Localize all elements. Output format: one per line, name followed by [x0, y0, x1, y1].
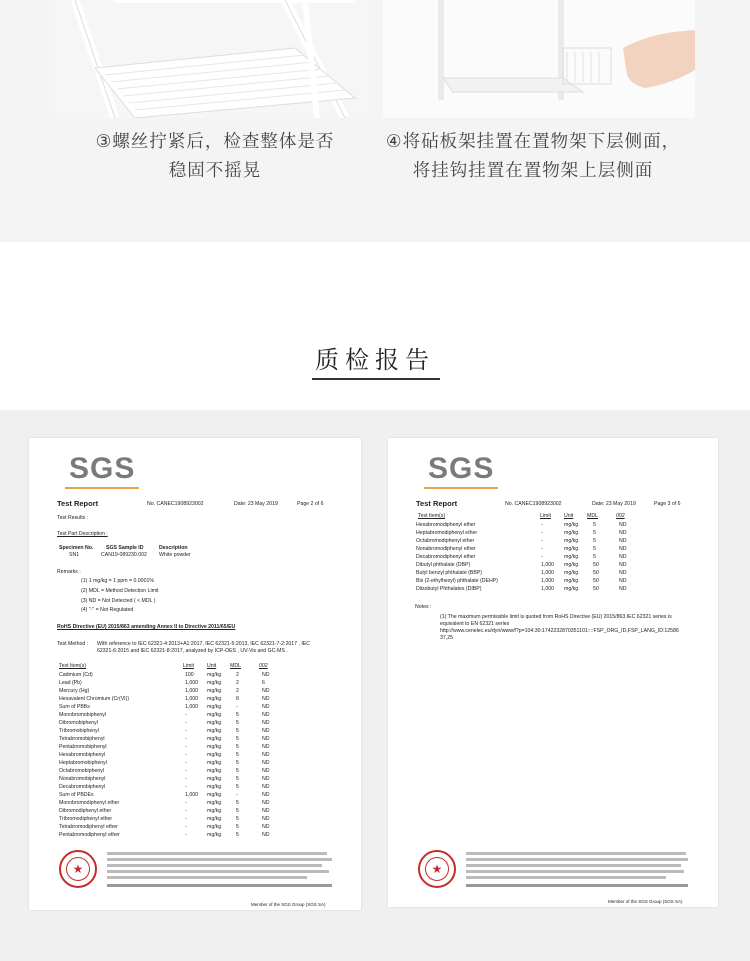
cell-limit: 1,000	[185, 688, 198, 694]
report-date: Date: 23 May 2019	[592, 501, 636, 507]
cell-item: Decabromobiphenyl	[59, 784, 106, 790]
cell-unit: mg/kg	[207, 792, 222, 798]
cell-limit: -	[185, 720, 187, 726]
sgs-logo: SGS	[428, 452, 495, 485]
cell-mdl: 5	[236, 720, 239, 726]
cell-mdl: 5	[236, 760, 239, 766]
step4-caption	[368, 128, 698, 186]
table-row	[29, 720, 361, 728]
table-row	[29, 832, 361, 840]
cell-unit: mg/kg	[564, 554, 579, 560]
table-row	[29, 704, 361, 712]
remark-3: (3) ND = Not Detected ( < MDL )	[81, 598, 156, 604]
table-header	[29, 663, 361, 671]
note-line3: http://www.cenelec.eu/dyn/www/f?p=104:30:1742232870351101::::FSP_ORG_ID,FSP_LANG_ID:12586	[440, 628, 679, 634]
test-part-label: Test Part Description :	[57, 531, 108, 537]
section-title: 质检报告	[315, 346, 435, 374]
cell-unit: mg/kg	[564, 538, 579, 544]
cell-result: 6	[262, 680, 265, 686]
cell-unit: mg/kg	[207, 752, 222, 758]
table-row	[29, 728, 361, 736]
cell-result: ND	[262, 832, 270, 838]
specimen-header-3: Description	[159, 545, 188, 551]
cell-result: ND	[262, 704, 270, 710]
cell-limit: -	[185, 824, 187, 830]
cell-result: ND	[262, 808, 270, 814]
cell-item: Hexabromobiphenyl	[59, 752, 106, 758]
col-sample: 002	[259, 663, 268, 669]
cell-unit: mg/kg	[207, 696, 222, 702]
cell-unit: mg/kg	[564, 562, 579, 568]
hand-hanging-board-illustration	[383, 0, 695, 118]
cell-unit: mg/kg	[207, 720, 222, 726]
notes-title: Notes :	[415, 604, 432, 610]
cell-mdl: 5	[236, 816, 239, 822]
table-row	[29, 752, 361, 760]
table-row	[29, 816, 361, 824]
method-line1: With reference to IEC 62321-4:2013+A1:2017, IEC 62321-5:2013, IEC 62321-7-2:2017 , IEC	[97, 641, 310, 647]
table-row	[388, 562, 718, 570]
col-unit: Unit	[564, 513, 574, 519]
cell-limit: -	[541, 538, 543, 544]
cell-limit: 1,000	[541, 586, 554, 592]
cell-item: Pentabromodiphenyl ether	[59, 832, 120, 838]
cell-item: Tetrabromobiphenyl	[59, 736, 105, 742]
remark-1: (1) 1 mg/kg = 1 ppm = 0.0001%	[81, 578, 154, 584]
cell-result: ND	[619, 586, 627, 592]
cell-mdl: 50	[593, 570, 599, 576]
cell-unit: mg/kg	[207, 736, 222, 742]
step4-photo	[383, 0, 695, 118]
cell-mdl: 5	[236, 776, 239, 782]
fine-print	[466, 858, 688, 861]
cell-item: Mercury (Hg)	[59, 688, 90, 694]
remark-2: (2) MDL = Method Detection Limit	[81, 588, 159, 594]
cell-result: ND	[262, 824, 270, 830]
report-page-2	[29, 438, 361, 910]
cell-mdl: 50	[593, 578, 599, 584]
col-mdl: MDL	[230, 663, 241, 669]
step4-line1: ④将砧板架挂置在置物架下层侧面，	[385, 132, 681, 152]
table-row	[29, 792, 361, 800]
cell-item: Hexavalent Chromium (Cr(VI))	[59, 696, 130, 702]
cell-unit: mg/kg	[207, 824, 222, 830]
fine-print	[107, 864, 322, 867]
table-row	[388, 530, 718, 538]
fine-print	[107, 870, 329, 873]
specimen-no: SN1	[69, 552, 80, 558]
cell-item: Cadmium (Cd)	[59, 672, 93, 678]
cell-unit: mg/kg	[564, 578, 579, 584]
cell-mdl: 5	[236, 744, 239, 750]
table-row	[388, 578, 718, 586]
specimen-header-1: Specimen No.	[59, 545, 94, 551]
cell-result: ND	[262, 736, 270, 742]
cell-unit: mg/kg	[207, 784, 222, 790]
cell-item: Monobromodiphenyl ether	[59, 800, 120, 806]
table-row	[29, 736, 361, 744]
cell-limit: 1,000	[541, 578, 554, 584]
report-date: Date: 23 May 2019	[234, 501, 278, 507]
fine-print	[107, 852, 327, 855]
cell-mdl: 5	[593, 522, 596, 528]
cell-mdl: 5	[236, 768, 239, 774]
note-line2: equivalent to EN 62321 series	[440, 621, 510, 627]
cell-item: Dibromodiphenyl ether	[59, 808, 112, 814]
cell-result: ND	[619, 538, 627, 544]
cell-item: Heptabromodiphenyl ether	[416, 530, 478, 536]
report-footer: Member of the SGS Group (SGS SA)	[251, 902, 326, 907]
cell-mdl: 5	[593, 554, 596, 560]
cell-item: Dibromobiphenyl	[59, 720, 98, 726]
col-limit: Limit	[540, 513, 551, 519]
cell-item: Octabromodiphenyl ether	[416, 538, 475, 544]
table-row	[29, 744, 361, 752]
cell-result: ND	[262, 752, 270, 758]
cell-result: ND	[262, 760, 270, 766]
cell-unit: mg/kg	[207, 808, 222, 814]
cell-result: ND	[262, 800, 270, 806]
cell-mdl: 2	[236, 688, 239, 694]
cell-result: ND	[262, 720, 270, 726]
cell-item: Tetrabromodiphenyl ether	[59, 824, 118, 830]
table-row	[388, 570, 718, 578]
step3-caption	[70, 128, 360, 186]
cell-mdl: 5	[236, 824, 239, 830]
table-row	[388, 538, 718, 546]
remark-4: (4) "-" = Not Regulated	[81, 607, 134, 613]
cell-unit: mg/kg	[207, 712, 222, 718]
table-row	[29, 672, 361, 680]
table-row	[29, 824, 361, 832]
sgs-logo: SGS	[69, 452, 136, 485]
cell-mdl: 5	[236, 752, 239, 758]
cell-limit: -	[185, 768, 187, 774]
table-row	[29, 768, 361, 776]
col-unit: Unit	[207, 663, 217, 669]
cell-mdl: 8	[236, 696, 239, 702]
cell-unit: mg/kg	[207, 704, 222, 710]
cell-item: Hexabromodiphenyl ether	[416, 522, 476, 528]
cell-result: ND	[619, 522, 627, 528]
test-results-label: Test Results :	[57, 515, 89, 521]
cell-mdl: 5	[236, 736, 239, 742]
cell-item: Pentabromobiphenyl	[59, 744, 107, 750]
fine-print	[466, 852, 686, 855]
cell-mdl: 5	[593, 538, 596, 544]
cell-mdl: 5	[236, 832, 239, 838]
fine-print	[107, 876, 307, 879]
cell-unit: mg/kg	[207, 760, 222, 766]
cell-unit: mg/kg	[564, 570, 579, 576]
table-row	[29, 760, 361, 768]
cell-result: ND	[262, 688, 270, 694]
cell-unit: mg/kg	[564, 546, 579, 552]
shelf-bottom-illustration	[55, 0, 375, 118]
cell-item: Nonabromodiphenyl ether	[416, 546, 476, 552]
cell-unit: mg/kg	[207, 672, 222, 678]
cell-item: Lead (Pb)	[59, 680, 82, 686]
cell-limit: -	[185, 800, 187, 806]
cell-unit: mg/kg	[207, 816, 222, 822]
cell-result: ND	[619, 570, 627, 576]
cell-result: ND	[262, 784, 270, 790]
col-sample: 002	[616, 513, 625, 519]
cell-limit: -	[185, 744, 187, 750]
cell-limit: 1,000	[541, 562, 554, 568]
cell-limit: -	[541, 522, 543, 528]
cell-item: Nonabromobiphenyl	[59, 776, 106, 782]
cell-limit: 100	[185, 672, 194, 678]
col-item: Test Item(s)	[59, 663, 87, 669]
step4-line2: 将挂钩挂置在置物架上层侧面	[412, 161, 654, 181]
table-row	[29, 800, 361, 808]
cell-limit: 1,000	[185, 704, 198, 710]
table-row	[29, 808, 361, 816]
cell-mdl: -	[236, 792, 238, 798]
report-title: Test Report	[416, 499, 458, 508]
cell-limit: -	[185, 784, 187, 790]
cell-mdl: 2	[236, 672, 239, 678]
cell-result: ND	[262, 792, 270, 798]
cell-item: Sum of PBBs	[59, 704, 90, 710]
cell-mdl: -	[236, 704, 238, 710]
table-row	[29, 696, 361, 704]
cell-limit: -	[185, 832, 187, 838]
table-row	[388, 586, 718, 594]
method-label: Test Method :	[57, 641, 89, 647]
cell-result: ND	[262, 768, 270, 774]
cell-limit: -	[541, 546, 543, 552]
inspection-seal-icon	[59, 850, 97, 888]
cell-result: ND	[619, 562, 627, 568]
cell-unit: mg/kg	[207, 744, 222, 750]
cell-mdl: 5	[236, 728, 239, 734]
method-line2: 62321-6:2015 and IEC 62321-8:2017, analyzed by ICP-OES , UV-Vis and GC-MS .	[97, 648, 288, 654]
cell-item: Bis (2-ethylhexyl) phthalate (DEHP)	[416, 578, 498, 584]
fine-print	[107, 858, 332, 861]
results-table	[388, 513, 718, 593]
cell-mdl: 5	[236, 784, 239, 790]
cell-limit: 1,000	[185, 680, 198, 686]
table-row	[29, 776, 361, 784]
fine-print	[466, 876, 666, 879]
cell-limit: -	[185, 752, 187, 758]
cell-limit: -	[541, 554, 543, 560]
table-row	[388, 554, 718, 562]
note-line4: 37,25	[440, 635, 453, 641]
cell-item: Monobromobiphenyl	[59, 712, 107, 718]
results-table	[29, 663, 361, 843]
cell-mdl: 2	[236, 680, 239, 686]
cell-item: Decabromodiphenyl ether	[416, 554, 476, 560]
cell-item: Diisobutyl Phthalates (DIBP)	[416, 586, 482, 592]
table-header	[388, 513, 718, 521]
cell-unit: mg/kg	[564, 586, 579, 592]
report-number: No. CANEC1908923002	[147, 501, 204, 507]
cell-mdl: 5	[593, 530, 596, 536]
col-limit: Limit	[183, 663, 194, 669]
cell-item: Dibutyl phthalate (DBP)	[416, 562, 471, 568]
fine-print	[466, 864, 681, 867]
inspection-seal-icon	[418, 850, 456, 888]
cell-result: ND	[262, 696, 270, 702]
cell-unit: mg/kg	[564, 530, 579, 536]
cell-unit: mg/kg	[207, 688, 222, 694]
report-page: Page 3 of 6	[654, 501, 681, 507]
fine-print	[107, 884, 332, 887]
table-row	[388, 522, 718, 530]
cell-item: Heptabromobiphenyl	[59, 760, 107, 766]
cell-limit: -	[185, 808, 187, 814]
cell-limit: -	[541, 530, 543, 536]
fine-print	[466, 884, 688, 887]
cell-item: Octabromobiphenyl	[59, 768, 104, 774]
cell-limit: -	[185, 728, 187, 734]
cell-mdl: 50	[593, 562, 599, 568]
cell-limit: -	[185, 712, 187, 718]
col-item: Test Item(s)	[418, 513, 446, 519]
cell-result: ND	[262, 776, 270, 782]
fine-print	[466, 870, 684, 873]
specimen-id: CAN19-089230.002	[101, 552, 147, 558]
assembly-steps-section	[0, 0, 750, 242]
cell-unit: mg/kg	[207, 728, 222, 734]
report-title: Test Report	[57, 499, 99, 508]
table-row	[29, 784, 361, 792]
table-row	[29, 712, 361, 720]
cell-mdl: 50	[593, 586, 599, 592]
step3-line2: 稳固不摇晃	[168, 161, 262, 181]
cell-limit: -	[185, 736, 187, 742]
table-row	[388, 546, 718, 554]
cell-unit: mg/kg	[207, 800, 222, 806]
table-row	[29, 688, 361, 696]
cell-result: ND	[262, 712, 270, 718]
cell-item: Sum of PBDEs	[59, 792, 94, 798]
cell-limit: 1,000	[185, 792, 198, 798]
cell-limit: -	[185, 776, 187, 782]
report-page-3	[388, 438, 718, 907]
cell-mdl: 5	[236, 712, 239, 718]
cell-result: ND	[262, 816, 270, 822]
cell-limit: -	[185, 816, 187, 822]
cell-result: ND	[619, 546, 627, 552]
cell-unit: mg/kg	[207, 680, 222, 686]
cell-result: ND	[619, 578, 627, 584]
cell-mdl: 5	[593, 546, 596, 552]
step3-line1: ③螺丝拧紧后，检查整体是否	[95, 132, 335, 152]
cell-item: Butyl benzyl phthalate (BBP)	[416, 570, 483, 576]
cell-result: ND	[619, 530, 627, 536]
cell-unit: mg/kg	[564, 522, 579, 528]
cell-limit: -	[185, 760, 187, 766]
directive-title: RoHS Directive (EU) 2015/863 amending Annex II to Directive 2011/65/EU	[57, 624, 236, 630]
cell-unit: mg/kg	[207, 776, 222, 782]
table-row	[29, 680, 361, 688]
cell-limit: 1,000	[541, 570, 554, 576]
specimen-desc: White powder	[159, 552, 191, 558]
cell-item: Tribromodiphenyl ether	[59, 816, 113, 822]
cell-unit: mg/kg	[207, 832, 222, 838]
report-page: Page 2 of 6	[297, 501, 324, 507]
cell-result: ND	[262, 744, 270, 750]
report-footer: Member of the SGS Group (SGS SA)	[608, 899, 683, 904]
cell-result: ND	[262, 672, 270, 678]
cell-limit: 1,000	[185, 696, 198, 702]
note-line1: (1) The maximum permissible limit is quoted from RoHS Directive (EU) 2015/863.IEC 62321 series is	[440, 614, 672, 620]
report-number: No. CANEC1908923002	[505, 501, 562, 507]
cell-item: Tribromobiphenyl	[59, 728, 99, 734]
cell-mdl: 5	[236, 808, 239, 814]
remarks-title: Remarks :	[57, 569, 81, 575]
cell-result: ND	[262, 728, 270, 734]
cell-mdl: 5	[236, 800, 239, 806]
cell-unit: mg/kg	[207, 768, 222, 774]
col-mdl: MDL	[587, 513, 598, 519]
step3-photo	[55, 0, 375, 118]
cell-result: ND	[619, 554, 627, 560]
specimen-header-2: SGS Sample ID	[106, 545, 144, 551]
title-underline	[312, 378, 440, 380]
